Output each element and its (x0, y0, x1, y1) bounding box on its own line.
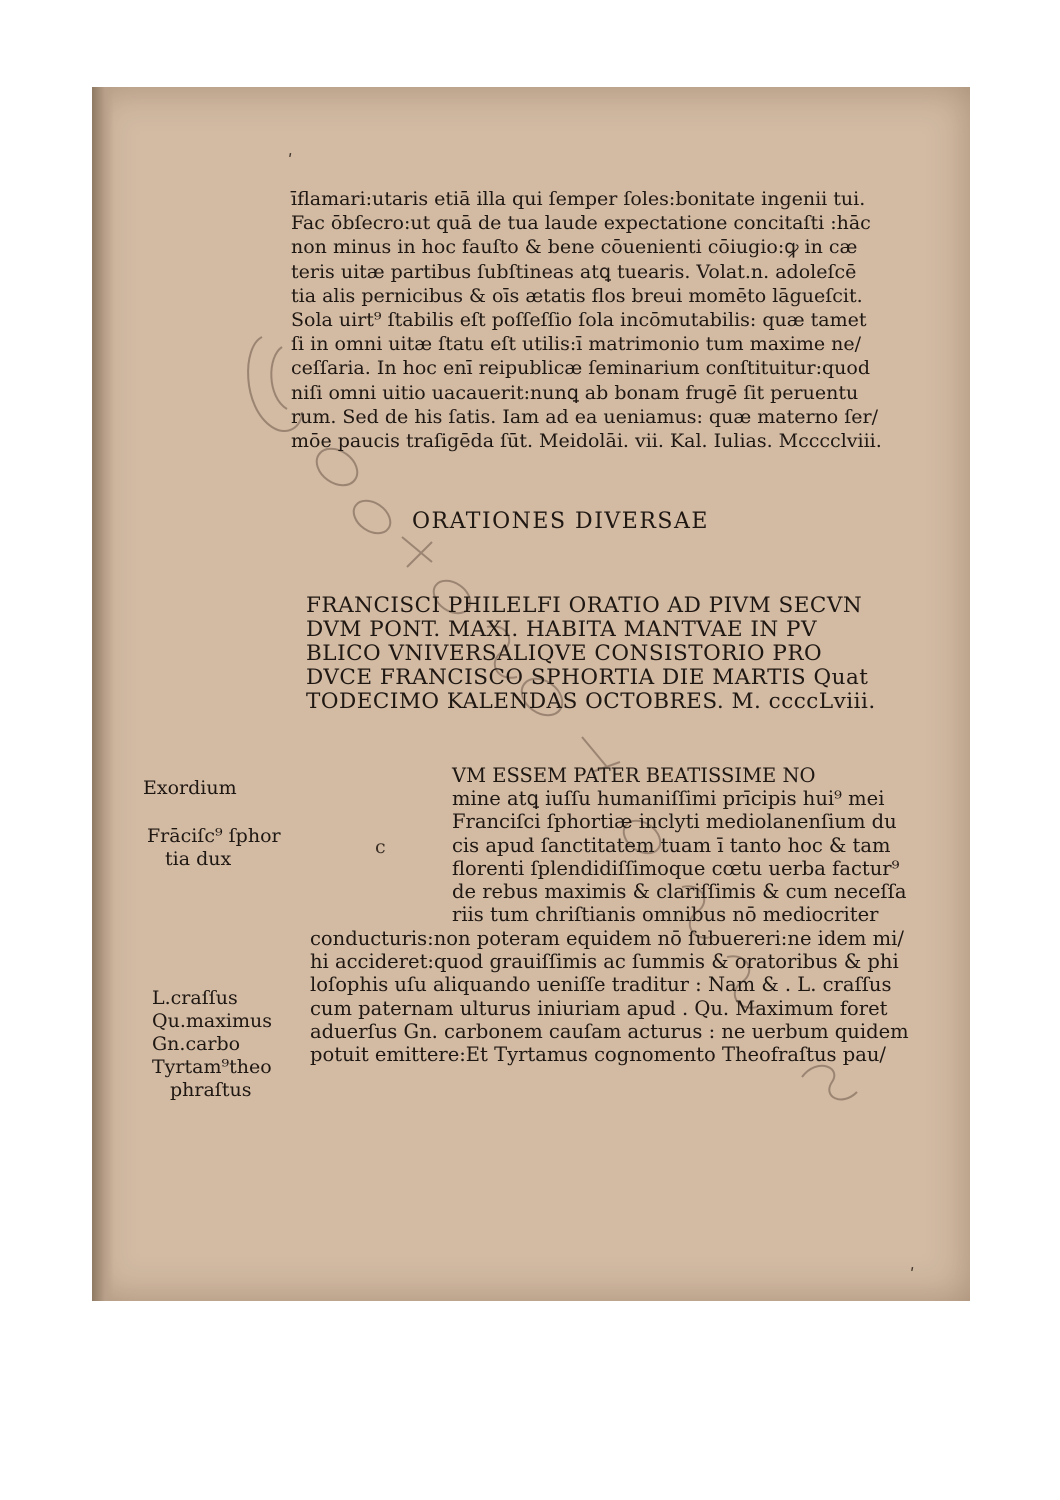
title-line: BLICO VNIVERSALIQVE CONSISTORIO PRO (306, 641, 823, 666)
margin-note-line: Frāciſc⁹ ſphor (147, 825, 281, 847)
margin-note-line: L.craſſus (152, 987, 238, 1009)
margin-note-line: phraſtus (170, 1079, 252, 1101)
text-line: niſi omni uitio uacauerit:nunꝗ ab bonam frugē ſit peruentu (291, 381, 859, 404)
ink-speck: ʹ (910, 1265, 915, 1284)
text-line: hi accideret:quod grauiſſimis ac ſummis & oratoribus & phi (310, 950, 899, 974)
text-line: conducturis:non poteram equidem nō ſubuereri:ne idem mi/ (310, 927, 904, 950)
text-line: Franciſci ſphortiæ inclyti mediolanenſium du (452, 810, 897, 834)
stray-letter: c (375, 836, 386, 858)
margin-note-line: tia dux (165, 848, 232, 870)
margin-note-dux (147, 825, 281, 871)
text-line: Sola uirt⁹ ſtabilis eſt poſſeſſio ſola incōmutabilis: quæ tamet (291, 309, 867, 332)
section-heading: ORATIONES DIVERSAE (412, 509, 709, 534)
margin-note-line: Tyrtam⁹theo (152, 1056, 272, 1078)
text-line: rum. Sed de his ſatis. Iam ad ea ueniamus: quæ materno ſer/ (291, 405, 879, 428)
manuscript-page (92, 87, 970, 1301)
text-line: mōe paucis traſigēda ſūt. Meidolāi. vii. Kal. Iulias. Mcccclviii. (291, 430, 882, 453)
ink-speck: ʹ (288, 151, 293, 170)
margin-note-line: Gn.carbo (152, 1033, 241, 1055)
binding-gutter (92, 87, 114, 1301)
title-line: DVCE FRANCISCO SPHORTIA DIE MARTIS Quat (306, 665, 869, 690)
text-line: cis apud ſanctitatem tuam ī tanto hoc & tam (452, 833, 891, 857)
margin-note-names (152, 987, 272, 1102)
title-line: FRANCISCI PHILELFI ORATIO AD PIVM SECVN (306, 593, 863, 618)
title-line: DVM PONT. MAXI. HABITA MANTVAE IN PV (306, 617, 818, 642)
oration-body (310, 927, 910, 1066)
text-line: florenti ſplendidiſſimoque cœtu uerba factur⁹ (452, 856, 900, 880)
text-line: de rebus maximis & clariſſimis & cum neceſſa (452, 880, 907, 904)
text-line: aduerſus Gn. carbonem cauſam acturus : ne uerbum quidem (310, 1019, 909, 1043)
text-line: ceſſaria. In hoc enī reipublicæ ſeminarium conſtituitur:quod (291, 357, 870, 380)
text-line: Fac ōbſecro:ut quā de tua laude expectatione concitaſti :hāc (291, 212, 871, 235)
text-line: loſophis uſu aliquando ueniſſe traditur : Nam & . L. craſſus (310, 973, 892, 997)
text-line: cum paternam ulturus iniuriam apud . Qu. Maximum foret (310, 996, 888, 1020)
text-line: riis tum chriſtianis omnibus nō mediocriter (452, 903, 879, 927)
text-line: teris uitæ partibus ſubſtineas atꝗ tuearis. Volat.n. adoleſcē (291, 260, 857, 283)
oration-opening (452, 764, 912, 926)
text-line: īflamari:utaris etiā illa qui ſemper ſoles:bonitate ingenii tui. (291, 188, 866, 210)
text-line: VM ESSEM PATER BEATISSIME NO (452, 764, 816, 787)
text-line: tia alis pernicibus & oīs ætatis flos breui momēto lāgueſcit. (291, 284, 863, 307)
text-line: potuit emittere:Et Tyrtamus cognomento Theofraſtus pau/ (310, 1043, 887, 1067)
text-line: non minus in hoc fauſto & bene cōuenienti cōiugio:ꝙ in cæ (291, 236, 858, 259)
text-line: mine atꝗ iuſſu humaniſſimi prīcipis hui⁹ mei (452, 787, 885, 811)
text-line: ſi in omni uitæ ſtatu eſt utilis:ī matrimonio tum maxime ne/ (291, 333, 862, 356)
intro-paragraph (291, 187, 911, 453)
title-line: TODECIMO KALENDAS OCTOBRES. M. ccccLviii. (306, 689, 876, 714)
oration-title (306, 594, 906, 714)
margin-note-line: Qu.maximus (152, 1010, 272, 1032)
margin-note-exordium: Exordium (143, 777, 237, 799)
